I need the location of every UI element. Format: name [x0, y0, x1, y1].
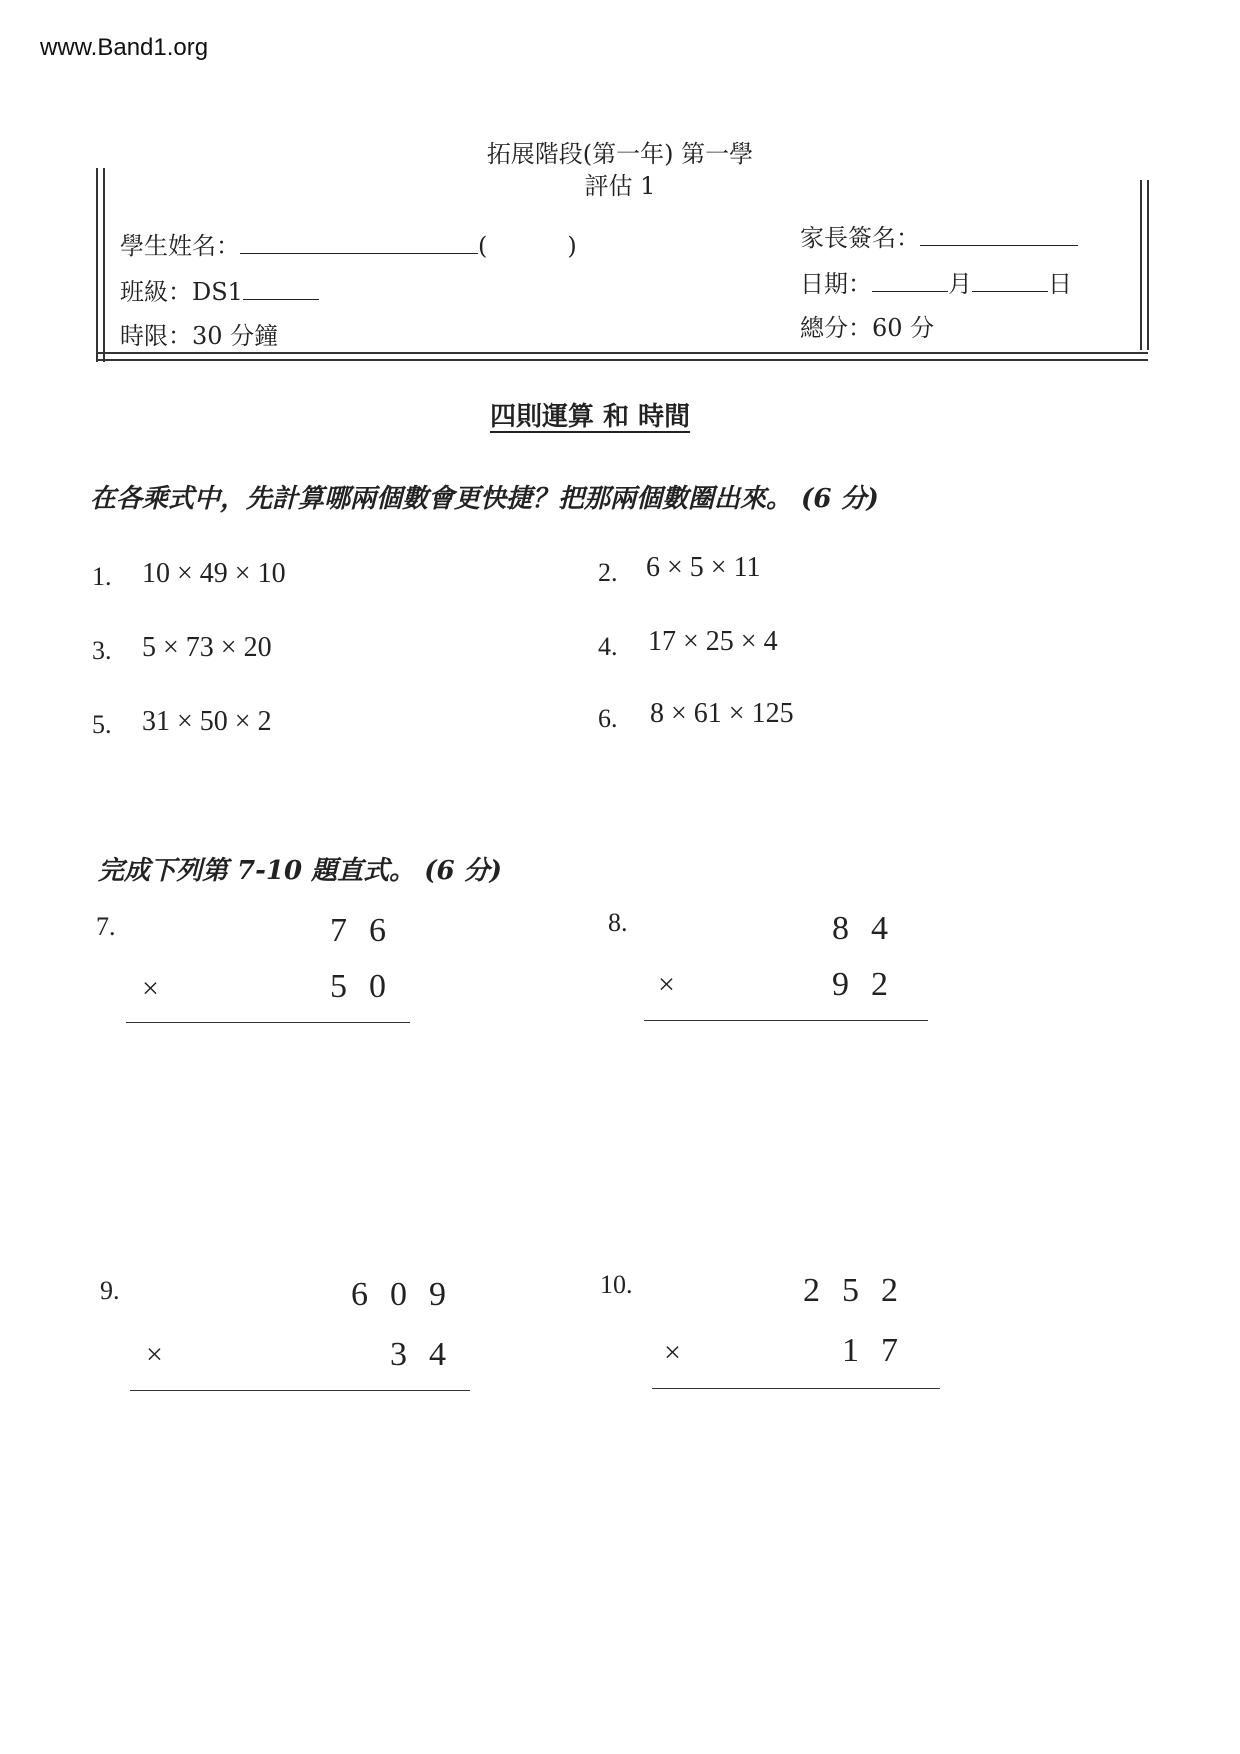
multiplier: 50	[330, 968, 408, 1005]
answer-line	[130, 1390, 470, 1391]
parent-sign-blank[interactable]	[920, 244, 1078, 246]
parent-sign-label: 家長簽名：	[800, 224, 920, 252]
question-number: 2.	[598, 558, 618, 587]
date-field[interactable]	[800, 264, 1072, 299]
question-expression: 10 × 49 × 10	[142, 558, 286, 589]
question-number: 3.	[92, 636, 112, 665]
multiplicand: 84	[832, 910, 910, 947]
date-label: 日期：	[800, 270, 872, 298]
multiplicand: 252	[803, 1272, 920, 1309]
multiplicand: 609	[351, 1276, 468, 1313]
times-sign: ×	[146, 1338, 163, 1371]
problem-number: 9.	[100, 1276, 120, 1305]
section-title: 四則運算 和 時間	[490, 402, 691, 432]
question-number: 1.	[92, 562, 112, 591]
student-name-blank[interactable]	[240, 252, 478, 254]
page-subtitle: 評估 1	[584, 172, 656, 200]
answer-line	[644, 1020, 928, 1021]
month-label: 月	[948, 270, 972, 298]
class-label: 班級：DS1	[120, 278, 243, 306]
question-expression: 17 × 25 × 4	[648, 626, 778, 657]
info-box-bottom-border	[96, 352, 1148, 361]
parent-sign-field[interactable]	[800, 218, 1078, 253]
day-label: 日	[1048, 270, 1072, 298]
class-blank[interactable]	[243, 298, 319, 300]
question-expression: 5 × 73 × 20	[142, 632, 272, 663]
part1-instruction: 在各乘式中，先計算哪兩個數會更快捷？把那兩個數圈出來。 (6 分)	[90, 484, 879, 514]
answer-line	[652, 1388, 940, 1389]
page-title: 拓展階段(第一年) 第一學	[486, 140, 754, 168]
answer-line	[126, 1022, 410, 1023]
part2-instruction: 完成下列第 7-10 題直式。 (6 分)	[98, 856, 502, 886]
time-limit: 時限：30 分鐘	[120, 322, 279, 350]
question-expression: 31 × 50 × 2	[142, 706, 272, 737]
question-number: 6.	[598, 704, 618, 733]
multiplicand: 76	[330, 912, 408, 949]
problem-number: 7.	[96, 912, 116, 941]
paren-close: )	[567, 232, 577, 260]
question-number: 4.	[598, 632, 618, 661]
question-expression: 8 × 61 × 125	[650, 698, 794, 729]
problem-number: 10.	[600, 1270, 633, 1299]
info-box-right-border	[1140, 180, 1149, 350]
student-name-field[interactable]	[120, 226, 577, 261]
class-field[interactable]	[120, 272, 319, 307]
paren-open: (	[478, 232, 488, 260]
question-expression: 6 × 5 × 11	[646, 552, 761, 583]
info-box-left-border	[96, 168, 105, 362]
watermark-text: www.Band1.org	[40, 34, 209, 61]
times-sign: ×	[664, 1336, 681, 1369]
month-blank[interactable]	[872, 290, 948, 292]
times-sign: ×	[658, 968, 675, 1001]
multiplier: 92	[832, 966, 910, 1003]
problem-number: 8.	[608, 908, 628, 937]
question-number: 5.	[92, 710, 112, 739]
multiplier: 34	[390, 1336, 468, 1373]
multiplier: 17	[842, 1332, 920, 1369]
times-sign: ×	[142, 972, 159, 1005]
day-blank[interactable]	[972, 290, 1048, 292]
total-score: 總分：60 分	[800, 314, 935, 342]
student-name-label: 學生姓名：	[120, 232, 240, 260]
